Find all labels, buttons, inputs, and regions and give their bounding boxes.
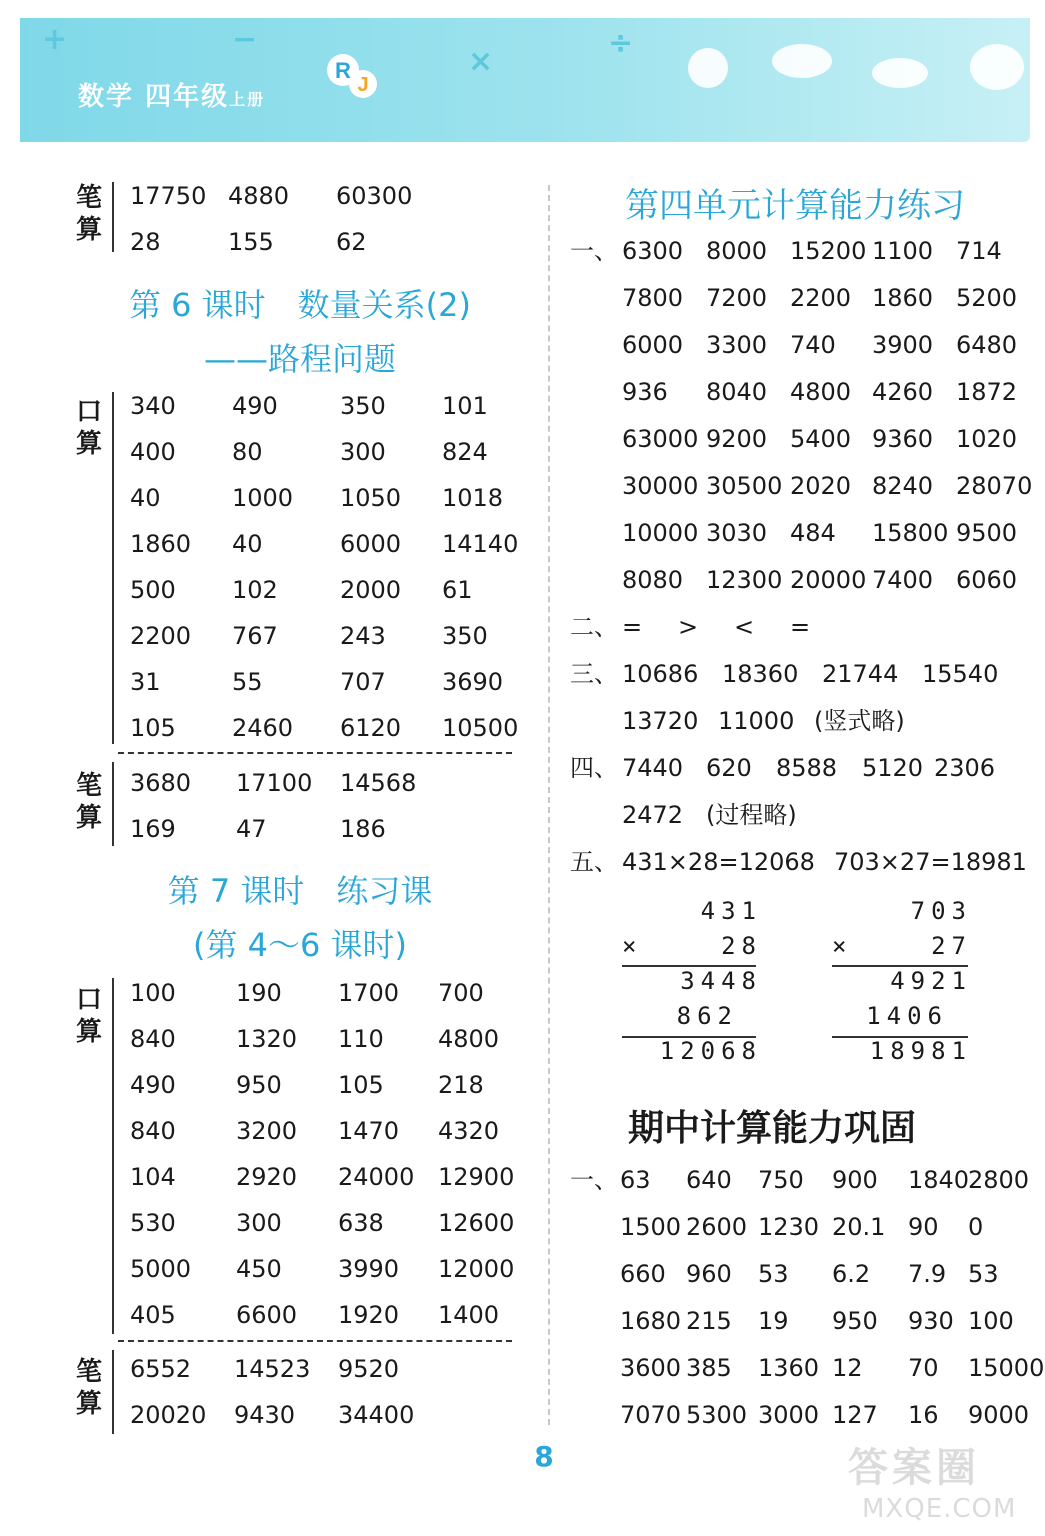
answer-value: 12600 bbox=[438, 1209, 515, 1237]
answer-value: 53 bbox=[758, 1260, 789, 1288]
answer-value: 490 bbox=[130, 1071, 176, 1099]
answer-value: 15000 bbox=[968, 1354, 1045, 1382]
answer-value: 1018 bbox=[442, 484, 504, 512]
answer-value: 110 bbox=[338, 1025, 384, 1053]
answer-value: 2920 bbox=[236, 1163, 298, 1191]
answer-value: 155 bbox=[228, 228, 274, 256]
answer-value: 7440 bbox=[622, 754, 684, 782]
answer-value: 385 bbox=[686, 1354, 732, 1382]
answer-value: 8588 bbox=[776, 754, 838, 782]
answer-value: 3990 bbox=[338, 1255, 400, 1283]
svg-text:J: J bbox=[357, 74, 369, 96]
written-calc-label: 笔算 bbox=[75, 1357, 102, 1419]
answer-value: 20000 bbox=[790, 566, 867, 594]
answer-value: 55 bbox=[232, 668, 263, 696]
answer-value: 707 bbox=[340, 668, 386, 696]
answer-value: 2000 bbox=[340, 576, 402, 604]
answer-value: 2200 bbox=[790, 284, 852, 312]
answer-value: 6600 bbox=[236, 1301, 298, 1329]
answer-value: 450 bbox=[236, 1255, 282, 1283]
answer-value: 1000 bbox=[232, 484, 294, 512]
answer-value: 215 bbox=[686, 1307, 732, 1335]
answer-value: 10686 bbox=[622, 660, 699, 688]
bracket-line bbox=[112, 762, 114, 846]
answer-value: 127 bbox=[832, 1401, 878, 1429]
lesson6-subtitle: ——路程问题 bbox=[203, 340, 396, 378]
answer-value: 6000 bbox=[340, 530, 402, 558]
answer-value: 13720 bbox=[622, 707, 699, 735]
answer-value: 960 bbox=[686, 1260, 732, 1288]
answer-value: 9500 bbox=[956, 519, 1018, 547]
answer-value: 243 bbox=[340, 622, 386, 650]
edition-badge-icon bbox=[325, 48, 379, 102]
page-number: 8 bbox=[534, 1440, 554, 1473]
answer-value: 620 bbox=[706, 754, 752, 782]
answer-value: 30000 bbox=[622, 472, 699, 500]
answer-value: 70 bbox=[908, 1354, 939, 1382]
answer-value: 7200 bbox=[706, 284, 768, 312]
answer-value: 28070 bbox=[956, 472, 1033, 500]
answer-value: 750 bbox=[758, 1166, 804, 1194]
answer-value: 80 bbox=[232, 438, 263, 466]
answer-value: 638 bbox=[338, 1209, 384, 1237]
answer-value: 34400 bbox=[338, 1401, 415, 1429]
answer-value: 190 bbox=[236, 979, 282, 1007]
equation-text: 703×27=18981 bbox=[834, 848, 1027, 876]
plus-icon: + bbox=[42, 22, 68, 57]
answer-value: 9430 bbox=[234, 1401, 296, 1429]
answer-value: 30500 bbox=[706, 472, 783, 500]
answer-value: 3600 bbox=[620, 1354, 682, 1382]
written-calc-label: 笔算 bbox=[75, 183, 102, 245]
answer-value: 840 bbox=[130, 1025, 176, 1053]
midterm-q1-answers bbox=[620, 1157, 1045, 1439]
question-label: 三、 bbox=[570, 660, 618, 688]
answer-value: 100 bbox=[968, 1307, 1014, 1335]
answer-value: 1680 bbox=[620, 1307, 682, 1335]
answer-value: 0 bbox=[968, 1213, 984, 1241]
answer-value: 2800 bbox=[968, 1166, 1030, 1194]
dashed-separator bbox=[118, 752, 512, 754]
answer-value: 405 bbox=[130, 1301, 176, 1329]
answer-value: 105 bbox=[130, 714, 176, 742]
answer-value: 18360 bbox=[722, 660, 799, 688]
minus-icon: − bbox=[232, 22, 258, 57]
watermark: 答案圈 MXQE.COM bbox=[848, 1445, 1017, 1524]
dashed-separator bbox=[118, 1340, 512, 1342]
written-answers-grid bbox=[130, 1346, 490, 1438]
answer-value: 12900 bbox=[438, 1163, 515, 1191]
answer-value: 104 bbox=[130, 1163, 176, 1191]
answer-value: 53 bbox=[968, 1260, 999, 1288]
answer-value: 350 bbox=[340, 392, 386, 420]
answer-value: 19 bbox=[758, 1307, 789, 1335]
answer-value: 60300 bbox=[336, 182, 413, 210]
bracket-line bbox=[112, 392, 114, 744]
answer-value: 20020 bbox=[130, 1401, 207, 1429]
answer-value: 10500 bbox=[442, 714, 519, 742]
answer-value: 15200 bbox=[790, 237, 867, 265]
answer-value: 7070 bbox=[620, 1401, 682, 1429]
calc-line bbox=[622, 1036, 756, 1038]
answer-value: 740 bbox=[790, 331, 836, 359]
lesson7-title: 第 7 课时 练习课 bbox=[167, 872, 433, 910]
answer-value: 5120 bbox=[862, 754, 924, 782]
answer-value: 840 bbox=[130, 1117, 176, 1145]
comparison-answers bbox=[622, 604, 846, 651]
answer-value: 500 bbox=[130, 576, 176, 604]
bracket-line bbox=[112, 1350, 114, 1434]
answer-value: 9520 bbox=[338, 1355, 400, 1383]
multiply-icon: × bbox=[468, 44, 494, 79]
answer-value: 1360 bbox=[758, 1354, 820, 1382]
answer-value: (竖式略) bbox=[814, 707, 905, 735]
answer-value: 1470 bbox=[338, 1117, 400, 1145]
answer-value: 6000 bbox=[622, 331, 684, 359]
answer-value: 10000 bbox=[622, 519, 699, 547]
question-label: 二、 bbox=[570, 613, 618, 641]
answer-value: 2472 bbox=[622, 801, 684, 829]
answer-value: 4800 bbox=[438, 1025, 500, 1053]
answer-value: 1020 bbox=[956, 425, 1018, 453]
answer-value: 2020 bbox=[790, 472, 852, 500]
answer-value: 950 bbox=[832, 1307, 878, 1335]
answer-value: 169 bbox=[130, 815, 176, 843]
answer-value: 3000 bbox=[758, 1401, 820, 1429]
written-answers-grid bbox=[130, 760, 490, 852]
answer-value: 7.9 bbox=[908, 1260, 947, 1288]
question-label: 一、 bbox=[570, 237, 618, 265]
answer-value: 12300 bbox=[706, 566, 783, 594]
multiply-sign: × bbox=[622, 932, 643, 960]
answer-value: 2200 bbox=[130, 622, 192, 650]
answer-value: 7400 bbox=[872, 566, 934, 594]
answer-value: 14140 bbox=[442, 530, 519, 558]
answer-value: 714 bbox=[956, 237, 1002, 265]
answer-value: 6060 bbox=[956, 566, 1018, 594]
answer-value: 900 bbox=[832, 1166, 878, 1194]
answer-value: 102 bbox=[232, 576, 278, 604]
answer-value: 4320 bbox=[438, 1117, 500, 1145]
answer-value: 3030 bbox=[706, 519, 768, 547]
question-label: 一、 bbox=[570, 1166, 618, 1194]
answer-value: 5300 bbox=[686, 1401, 748, 1429]
answer-value: 17750 bbox=[130, 182, 207, 210]
midterm-title: 期中计算能力巩固 bbox=[628, 1108, 917, 1149]
answer-value: 3900 bbox=[872, 331, 934, 359]
answer-value: 700 bbox=[438, 979, 484, 1007]
answer-value: 950 bbox=[236, 1071, 282, 1099]
answer-value: 1920 bbox=[338, 1301, 400, 1329]
answer-value: = bbox=[790, 613, 811, 641]
answer-value: 1840 bbox=[908, 1166, 970, 1194]
lesson7-subtitle: (第 4～6 课时) bbox=[192, 926, 408, 964]
answer-value: 490 bbox=[232, 392, 278, 420]
answer-value: 7800 bbox=[622, 284, 684, 312]
book-title: 数学 四年级上册 bbox=[78, 82, 266, 112]
divide-icon: ÷ bbox=[608, 26, 634, 61]
answer-value: 1860 bbox=[872, 284, 934, 312]
vertical-multiplication-1: 431 × 28 3448 862 12068 bbox=[622, 897, 762, 1065]
answer-value: 9360 bbox=[872, 425, 934, 453]
answer-value: 15800 bbox=[872, 519, 949, 547]
q4-answers-row bbox=[622, 792, 856, 839]
answer-value: 3300 bbox=[706, 331, 768, 359]
answer-value: 1500 bbox=[620, 1213, 682, 1241]
answer-value: 105 bbox=[338, 1071, 384, 1099]
answer-value: 186 bbox=[340, 815, 386, 843]
bracket-line bbox=[112, 978, 114, 1334]
answer-value: 936 bbox=[622, 378, 668, 406]
cloud-icon bbox=[872, 58, 928, 88]
answer-value: 1860 bbox=[130, 530, 192, 558]
answer-value: 1050 bbox=[340, 484, 402, 512]
answer-value: 218 bbox=[438, 1071, 484, 1099]
q4-answers-row bbox=[622, 745, 1004, 792]
answer-value: 2460 bbox=[232, 714, 294, 742]
answer-value: 9200 bbox=[706, 425, 768, 453]
answer-value: 15540 bbox=[922, 660, 999, 688]
answer-value: 1320 bbox=[236, 1025, 298, 1053]
answer-value: 300 bbox=[236, 1209, 282, 1237]
mental-answers-grid bbox=[130, 970, 520, 1338]
lesson6-title: 第 6 课时 数量关系(2) bbox=[128, 286, 472, 324]
answer-value: (过程略) bbox=[706, 801, 797, 829]
bracket-line bbox=[112, 182, 114, 252]
answer-value: 17100 bbox=[236, 769, 313, 797]
answer-value: 660 bbox=[620, 1260, 666, 1288]
answer-value: 4260 bbox=[872, 378, 934, 406]
answer-value: 12000 bbox=[438, 1255, 515, 1283]
mental-calc-label: 口算 bbox=[75, 985, 102, 1047]
answer-value: 1400 bbox=[438, 1301, 500, 1329]
answer-value: 6300 bbox=[622, 237, 684, 265]
answer-value: > bbox=[678, 613, 699, 641]
answer-value: = bbox=[622, 613, 643, 641]
answer-value: 1230 bbox=[758, 1213, 820, 1241]
answer-value: 767 bbox=[232, 622, 278, 650]
question-label: 五、 bbox=[570, 848, 618, 876]
mental-calc-label: 口算 bbox=[75, 397, 102, 459]
answer-value: 8000 bbox=[706, 237, 768, 265]
cloud-icon bbox=[688, 48, 728, 88]
q3-answers-row bbox=[622, 651, 1012, 698]
answer-value: 8080 bbox=[622, 566, 684, 594]
answer-value: 47 bbox=[236, 815, 267, 843]
q5-equations bbox=[622, 839, 1027, 886]
answer-value: 8240 bbox=[872, 472, 934, 500]
answer-value: 530 bbox=[130, 1209, 176, 1237]
answer-value: 100 bbox=[130, 979, 176, 1007]
answer-value: 90 bbox=[908, 1213, 939, 1241]
answer-value: 62 bbox=[336, 228, 367, 256]
answer-value: 1872 bbox=[956, 378, 1018, 406]
answer-value: 6552 bbox=[130, 1355, 192, 1383]
answer-value: 24000 bbox=[338, 1163, 415, 1191]
multiply-sign: × bbox=[832, 932, 853, 960]
answer-value: 6120 bbox=[340, 714, 402, 742]
answer-value: 31 bbox=[130, 668, 161, 696]
answer-value: 350 bbox=[442, 622, 488, 650]
answer-value: 4800 bbox=[790, 378, 852, 406]
answer-value: 6480 bbox=[956, 331, 1018, 359]
answer-value: 11000 bbox=[718, 707, 795, 735]
answer-value: < bbox=[734, 613, 755, 641]
answer-value: 484 bbox=[790, 519, 836, 547]
answer-value: 640 bbox=[686, 1166, 732, 1194]
answer-value: 14568 bbox=[340, 769, 417, 797]
answer-value: 2600 bbox=[686, 1213, 748, 1241]
answer-value: 8040 bbox=[706, 378, 768, 406]
calc-line bbox=[832, 1036, 968, 1038]
vertical-multiplication-2: 703 × 27 4921 1406 18981 bbox=[832, 897, 972, 1065]
answer-value: 40 bbox=[232, 530, 263, 558]
answer-value: 16 bbox=[908, 1401, 939, 1429]
answer-value: 5000 bbox=[130, 1255, 192, 1283]
answer-value: 5400 bbox=[790, 425, 852, 453]
answer-value: 14523 bbox=[234, 1355, 311, 1383]
answer-value: 12 bbox=[832, 1354, 863, 1382]
mental-answers-grid bbox=[130, 383, 520, 751]
answer-value: 3200 bbox=[236, 1117, 298, 1145]
answer-value: 4880 bbox=[228, 182, 290, 210]
answer-value: 101 bbox=[442, 392, 488, 420]
written-calc-label: 笔算 bbox=[75, 771, 102, 833]
answer-value: 6.2 bbox=[832, 1260, 871, 1288]
cloud-icon bbox=[970, 44, 1024, 90]
calc-line bbox=[622, 965, 756, 967]
answer-value: 824 bbox=[442, 438, 488, 466]
answer-value: 5200 bbox=[956, 284, 1018, 312]
written-answers-grid bbox=[130, 173, 490, 265]
answer-value: 300 bbox=[340, 438, 386, 466]
answer-value: 3690 bbox=[442, 668, 504, 696]
answer-value: 930 bbox=[908, 1307, 954, 1335]
unit4-title: 第四单元计算能力练习 bbox=[625, 186, 965, 226]
answer-value: 9000 bbox=[968, 1401, 1030, 1429]
answer-value: 2306 bbox=[934, 754, 996, 782]
cloud-icon bbox=[772, 44, 832, 78]
answer-value: 21744 bbox=[822, 660, 899, 688]
question-label: 四、 bbox=[570, 754, 618, 782]
svg-text:R: R bbox=[335, 58, 351, 83]
calc-line bbox=[832, 965, 968, 967]
q3-answers-row bbox=[622, 698, 964, 745]
column-divider bbox=[548, 185, 550, 1425]
answer-value: 400 bbox=[130, 438, 176, 466]
answer-value: 1100 bbox=[872, 237, 934, 265]
equation-text: 431×28=12068 bbox=[622, 848, 815, 876]
answer-value: 63000 bbox=[622, 425, 699, 453]
answer-value: 3680 bbox=[130, 769, 192, 797]
answer-value: 61 bbox=[442, 576, 473, 604]
answer-value: 1700 bbox=[338, 979, 400, 1007]
answer-value: 63 bbox=[620, 1166, 651, 1194]
unit4-q1-answers bbox=[622, 228, 1032, 604]
answer-value: 20.1 bbox=[832, 1213, 886, 1241]
answer-value: 40 bbox=[130, 484, 161, 512]
answer-value: 340 bbox=[130, 392, 176, 420]
answer-value: 28 bbox=[130, 228, 161, 256]
